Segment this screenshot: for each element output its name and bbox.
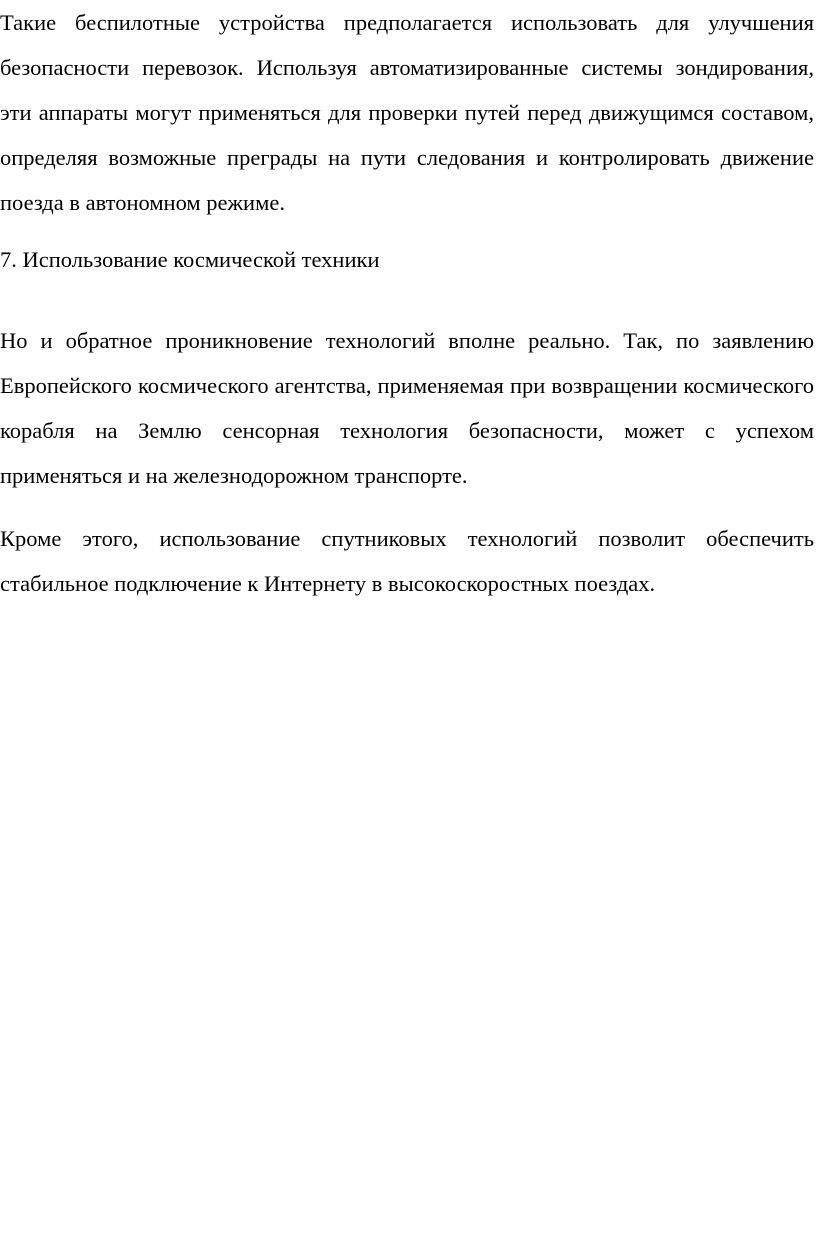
paragraph-technology-transfer: Но и обратное проникновение технологий вполне реально. Так, по заявлению Европейского космического агентства, применяемая при возвращении космического корабля на Землю сенсорная технология безопасности, может с успехом применяться и на железнодорожном транспорте. — [0, 328, 814, 488]
section-heading-space-technology: 7. Использование космической техники — [0, 247, 380, 272]
paragraph-drones-safety: Такие беспилотные устройства предполагается использовать для улучшения безопасности перевозок. Используя автоматизированные системы зондирования, эти аппараты могут применяться для проверки путей перед движущимся составом, определяя возможные преграды на пути следования и контролировать движение поезда в автономном режиме. — [0, 10, 814, 215]
paragraph-satellite-internet: Кроме этого, использование спутниковых технологий позволит обеспечить стабильное подключение к Интернету в высокоскоростных поездах. — [0, 526, 814, 596]
